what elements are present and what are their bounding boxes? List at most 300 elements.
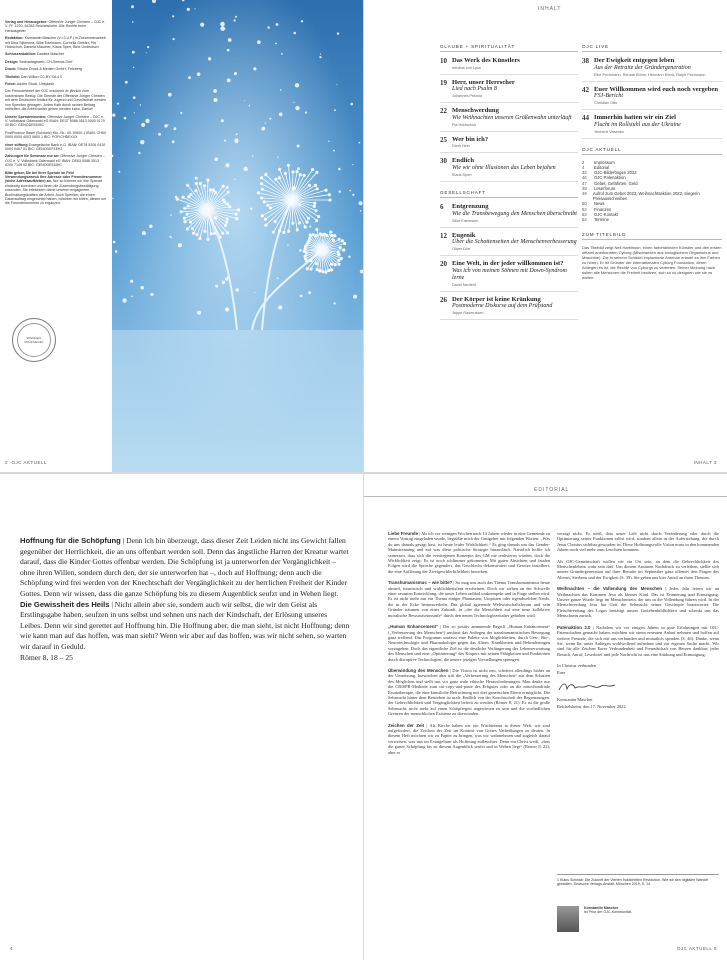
toc-entry[interactable]: [440, 296, 578, 321]
spore-dot: [333, 150, 335, 152]
toc-page-number: 19: [440, 78, 447, 87]
toc-subtitle: Wie Weihnachten unseren Größenwahn unterläuft: [452, 114, 572, 121]
toc-entry[interactable]: [440, 79, 578, 104]
spore-dot: [352, 194, 354, 196]
spore-dot: [169, 236, 171, 238]
toc-entry-body: [452, 57, 578, 70]
spore-dot: [178, 243, 182, 247]
spore-dot: [244, 100, 245, 101]
spore-dot: [234, 179, 235, 180]
toc-entry-body: [452, 157, 578, 177]
section-head-live: OJC LIVE: [582, 44, 722, 52]
spore-dot: [168, 93, 172, 97]
editorial-text: verzagt nicht. Er weiß, dass unser Leib nicht durch Veränderung oder durch die Optimierung seiner Funktionen erlöst wird, sondern allein in der Auferstehung, die durch Jesus Christus sichtbar geworden ist. Diese Hoffnungsvolle Vision muss in den kommenden Jahren noch viel mehr zum Leuchten kommen.: [557, 531, 719, 553]
editorial-text: | So mag uns auch das Thema Transhumanismus heute absurd, futuristisch und wirklichkeitsfern erscheinen. Doch wir stehen an der Schwelle einer rasanten Entwicklung, die unser Leben radikal umkrempeln und in Frage stellen wird. Es ist nicht mehr nur ein Thema einiger Phantasten, Utopisten oder irgendwelcher Nerds, die in der Ecke herumwerkeln. Das global agierende Weltwirtschaftsforum und sein Gründer träumen von einer Zukunft, in „der die Menschheit auf eine neue kollektive moralische Bewusstseinsstufe“ durch den neuen Technologiezeitalter gehoben wird.: [388, 580, 550, 618]
imprint-entry: [5, 20, 107, 33]
editorial-text: | Der so positiv anmutende Begriff „Human Enhancement“ („Verbesserung des Menschen“) umfasst das Anliegen der transhumanistischen Bewegung ganz treffend. Das Programm umfasst eine Palette von Möglichkeiten, durch Gen-, Bio-, Neurotechnologie und Pharmakologie gegen das Altern, Krankheiten und Behinderungen vorzugehen. Doch das eigentliche Ziel ist die deutliche Verlängerung der Lebenserwartung des Menschen und eine „Optimierung“ des Körpers mit seinen Fähigkeiten und Funktionen durch disruptive Technologien, die unsere jetzigen Vorstellungen sprengen.: [388, 624, 551, 662]
toc-title: Eugenik: [452, 231, 476, 239]
toc-entry[interactable]: [440, 203, 578, 228]
toc-entry-body: [452, 232, 578, 252]
spore-dot: [300, 295, 303, 298]
scripture-text: [20, 536, 350, 663]
spore-dot: [328, 141, 329, 142]
toc-subtitle: FSJ-Bericht: [594, 93, 623, 100]
running-head-editorial: EDITORIAL: [534, 487, 570, 493]
spore-dot: [250, 208, 252, 210]
spore-dot: [235, 140, 238, 143]
page-number-4: 4: [10, 946, 14, 951]
spore-dot: [249, 105, 251, 107]
toc-title: Entgrenzung: [452, 202, 489, 210]
toc-author: Jeppe Rasmussen: [452, 311, 484, 316]
spore-dot: [130, 280, 133, 283]
toc-title: Das Werk des Künstlers: [452, 57, 520, 64]
spore-dot: [276, 23, 279, 26]
spore-dot: [132, 51, 135, 54]
spore-dot: [187, 8, 190, 11]
toc-author: David Neufeld: [452, 282, 476, 287]
spore-dot: [197, 311, 201, 315]
spore-dot: [122, 298, 126, 302]
spore-dot: [278, 305, 282, 309]
toc-entry-body: [452, 136, 578, 149]
toc-entry-body: [594, 57, 722, 77]
imprint-label: Druck:: [5, 67, 17, 72]
spore-dot: [224, 140, 226, 142]
spore-dot: [236, 288, 239, 291]
editorial-text: | Jedes Jahr feiern wir an Weihnachten das Kommen Jesu als kleines Kind. Das ist Erinnerung und Ermutigung: Unsere ganze Würde liegt im Menschensein, der uns in die Vollendung führen wird. In der Menschwerdung Jesu hat Gott die Sehnsucht seiner Geschöpfe beantwortet: Die Fleischwerdung des Logos bestätigt unsere Gottebenbildlichkeit und schenkt uns das Menschsein zurück.: [557, 586, 719, 619]
author-role: ist Prior der OJC-Kommunität.: [584, 910, 632, 915]
signature-block: [557, 663, 719, 709]
editorial-paragraph: [388, 723, 550, 755]
spore-dot: [147, 46, 149, 48]
spore-dot: [113, 241, 116, 244]
imprint-text: Sechsstageweb, CH-Seewis Dorf: [19, 59, 73, 64]
imprint-entry: [5, 143, 107, 152]
spore-dot: [236, 133, 238, 135]
spore-dot: [261, 127, 265, 131]
spore-dot: [133, 67, 134, 68]
spore-dot: [167, 124, 168, 125]
spore-dot: [215, 285, 218, 288]
toc-author: Silke Edelmann: [452, 218, 479, 223]
imprint-text: Offensive Junger Christen – OJC e. V. Pf. 1220, 64382 Reichelsheim. Alle Rechte beim Herausgeber: [5, 20, 106, 33]
aktuell-entry[interactable]: [582, 191, 722, 201]
spore-dot: [131, 5, 134, 8]
spore-dot: [359, 142, 361, 144]
editorial-heading: Liebe Freunde: [388, 531, 419, 536]
spore-dot: [234, 19, 236, 21]
spore-dot: [180, 112, 182, 114]
spore-dot: [308, 291, 311, 294]
scripture-body-1: | Denn ich bin überzeugt, dass dieser Zeit Leiden nicht ins Gewicht fallen gegenüber der Herrlichkeit, die an uns offenbart werden soll. Denn das ängstliche Harren der Kreatur wartet darauf, dass die Kinder Gottes offenbar werden. Die Schöpfung ist ja unterworfen der Vergänglichkeit – ohne ihren Willen, sondern durch den, der sie unterworfen hat –, doch auf Hoffnung; denn auch die Schöpfung wird frei werden von der Knechtschaft der Vergänglichkeit zu der herrlichen Freiheit der Kinder Gottes. Denn wir wissen, dass die ganze Schöpfung bis zu diesem Augenblick seufzt und in Wehen liegt.: [20, 536, 349, 598]
spore-dot: [215, 157, 219, 161]
editorial-paragraph: [388, 624, 550, 662]
aktuell-page-number: 32: [582, 170, 587, 176]
spore-dot: [134, 112, 135, 113]
toc-subtitle: Über die Schattenseiten der Menschenverbesserung: [452, 239, 577, 246]
aktuell-title: OJC-Bilderbogen 2022: [594, 170, 637, 176]
toc-title: Endlich: [452, 157, 474, 165]
toc-column-left: [440, 44, 578, 324]
toc-gesellschaft-list: [440, 203, 578, 320]
toc-page-number: 10: [440, 57, 447, 65]
spore-dot: [125, 81, 128, 84]
aktuell-title: Impressum: [594, 159, 615, 165]
toc-title: Der Körper ist keine Kränkung: [452, 295, 541, 303]
donation-seal-text: SPENDEN-PRÜFSIEGEL: [17, 323, 51, 357]
toc-entry-body: [452, 107, 578, 127]
spore-dot: [297, 167, 300, 170]
aktuell-page-number: 52: [582, 206, 587, 212]
imprint-entry: [5, 67, 107, 71]
toc-aktuell-list: [582, 160, 722, 222]
editorial-paragraph: [557, 586, 719, 618]
aktuell-page-number: 4: [582, 164, 585, 170]
spore-dot: [194, 8, 195, 9]
spore-dot: [252, 155, 254, 157]
imprint-entry: [5, 131, 107, 140]
toc-subtitle: Was ich von meinen Söhnen mit Down-Syndrom lerne: [452, 267, 567, 281]
section-head-aktuell: OJC AKTUELL: [582, 147, 722, 155]
imprint-entry: [5, 60, 107, 64]
spore-dot: [133, 96, 136, 99]
editorial-heading: Transhumanismus – wie bitte?: [388, 580, 453, 586]
spore-dot: [150, 293, 153, 296]
spore-dot: [253, 67, 256, 70]
spore-dot: [214, 98, 218, 102]
spore-dot: [287, 244, 288, 245]
page-number-3: INHALT 3: [693, 460, 717, 465]
toc-entry[interactable]: [440, 260, 578, 292]
toc-title: Eine Welt, in der jeder willkommen ist?: [452, 260, 564, 268]
toc-entry[interactable]: [440, 232, 578, 257]
spore-dot: [142, 231, 146, 235]
editorial-heading: Weihnachten – die Vollendung des Menschen: [557, 586, 663, 592]
toc-author: Elke Pechmann, Renate Böhm, Hermann Klenk, Ralph Pechmann: [594, 72, 706, 77]
cover-image-cyborg-flowers: [112, 0, 363, 472]
imprint-text: Konstantin Mascher (V.i.S.d.P.) in Zusammenarbeit mit Dina Sijbesma, Silke Edelmann, Cornelia Geister, Pia Holzschuh, Daniela Mascher, Klaus Sperr, Birte Undeutsch: [5, 36, 106, 50]
spore-dot: [221, 119, 224, 122]
section-head-glaube: GLAUBE + SPIRITUALITÄT: [440, 44, 578, 52]
spore-dot: [295, 106, 299, 110]
aktuell-title: News: [594, 201, 605, 207]
toc-author: Yevhenii Vasenko: [594, 129, 624, 134]
spore-dot: [255, 292, 256, 293]
imprint-text: Dan Wilton CC-BY-SA 4.0: [20, 74, 63, 79]
toc-entry[interactable]: [440, 136, 578, 154]
spore-dot: [350, 103, 353, 106]
spore-dot: [112, 114, 115, 117]
spore-dot: [293, 102, 294, 103]
spore-dot: [349, 190, 351, 192]
imprint-entry: [5, 52, 107, 56]
imprint-entry: [5, 115, 107, 128]
editorial-text: | Nachdem wir vor einigen Jahren so gute Erfahrungen mit OJC-Patenschaften gemacht haben, möchten wir einen erneuten Anlauf nehmen und hoffen auf weitere Freunde, die sich mit uns verbunden und monatlich spenden (S. 46). Danke, wenn Sie, wenn Ihr unser Anliegen wohlwollend aufnehmt und zur eigenen Sache macht. Wir sind für alle Zeichen Eurer Verbundenheit und Freundschaft von Herzen dankbar; jeder Besuch, Anruf, Leserbrief und jede Nachricht ist uns eine Stärkung und Ermutigung.: [557, 624, 719, 657]
author-box: [557, 906, 719, 932]
aktuell-title: OJC Patenaktion: [594, 175, 626, 181]
aktuell-title: Finanzen: [594, 206, 612, 212]
spore-dot: [164, 124, 167, 127]
header-rule: [364, 496, 727, 497]
toc-author: Dierk Hein: [452, 144, 470, 149]
toc-page-number: 30: [440, 157, 447, 166]
toc-author: Oliver Dürr: [452, 247, 471, 252]
toc-entry-body: [452, 79, 578, 99]
toc-page-number: 20: [440, 260, 447, 269]
spore-dot: [138, 152, 140, 154]
aktuell-title: Gebet, Gefährten, Geld: [594, 180, 638, 186]
toc-entry[interactable]: [582, 114, 722, 139]
spore-dot: [117, 103, 119, 105]
page-number-2: 2 OJC AKTUELL: [5, 460, 48, 465]
toc-entry-body: [594, 86, 722, 106]
scripture-reference: Römer 8, 18 – 25: [20, 652, 73, 662]
toc-subtitle: Flucht im Rollstuhl aus der Ukraine: [594, 121, 681, 128]
section-head-titelbild: ZUM TITELBILD: [582, 232, 722, 240]
imprint-label: Bitte geben Sie bei Ihrer Spende im Feld Verwendungszweck Ihre Adresse oder Freundesnummer (siehe Adressaufkleber) an.: [5, 170, 102, 184]
aktuell-page-number: 47: [582, 180, 587, 186]
imprint-text: Adobe Stock, Unsplash: [16, 82, 55, 87]
editorial-paragraph: [388, 580, 550, 618]
editorial-heading: Überwindung des Menschen: [388, 667, 449, 673]
imprint-text: Offensive Junger Christen – OJC e. V. Volksbank Odenwald eG IBAN: DE37 5086 3513 0000 0170 00 BIC: GENODE51MIC: [5, 114, 105, 128]
section-head-gesellschaft: GESELLSCHAFT: [440, 190, 578, 198]
toc-entry[interactable]: [440, 157, 578, 182]
aktuell-page-number: 49: [582, 191, 587, 196]
toc-title: Wer bin ich?: [452, 135, 489, 143]
toc-title: Der Ewigkeit entgegen leben: [594, 57, 675, 64]
toc-title: Herr, unser Herrscher: [452, 78, 515, 86]
imprint-text: Nur so können wir Ihre Spende eindeutig zuordnen und Ihnen die Zuwendungsbestätigung zusenden. Sie erleichtern damit unseren engagierten Buchhaltungskräften die Arbeit. Auch Spender, die einen Dauerauftrag eingerichtet haben, möchten wir bitten, diesen um die Freundesnummer zu ergänzen.: [5, 179, 107, 206]
aktuell-page-number: 53: [582, 211, 587, 217]
spore-dot: [320, 53, 321, 54]
editorial-paragraph: [388, 668, 550, 717]
scripture-lead-2: Die Gewissheit des Heils: [20, 599, 110, 609]
toc-entry-body: [594, 114, 722, 134]
imprint-text: Strube Druck & Medien GmbH, Felsberg: [17, 67, 82, 72]
toc-entry[interactable]: [582, 86, 722, 111]
spore-dot: [124, 117, 127, 120]
spore-dot: [360, 210, 362, 212]
page-5-editorial: [364, 474, 727, 960]
editorial-heading: Zeichen der Zeit: [388, 722, 425, 728]
spore-dot: [301, 20, 303, 22]
aktuell-title: OJC-Kontakt: [594, 211, 618, 217]
spore-dot: [220, 26, 225, 31]
aktuell-title: Editorial: [594, 164, 610, 170]
spore-dot: [227, 79, 231, 83]
toc-page-number: 22: [440, 107, 447, 116]
aktuell-page-number: 46: [582, 175, 587, 181]
spore-dot: [338, 168, 341, 171]
imprint-entry: [5, 89, 107, 111]
spore-dot: [228, 38, 232, 42]
editorial-paragraph: [557, 559, 719, 581]
aktuell-entry[interactable]: [582, 217, 722, 222]
imprint-label: Unsere Spendenkonten:: [5, 114, 47, 119]
donation-seal: [12, 318, 56, 362]
titelbild-box: [582, 232, 722, 280]
toc-author: Klaus Sperr: [452, 172, 472, 177]
spore-dot: [337, 32, 339, 34]
spore-dot: [267, 26, 269, 28]
author-name: Konstantin Mascher: [584, 906, 619, 910]
toc-page-number: 12: [440, 231, 447, 240]
spore-dot: [283, 226, 284, 227]
toc-subtitle: Aus der Retraite der Gründergeneration: [594, 64, 691, 71]
spore-dot: [145, 119, 149, 123]
closing-line: In Christus verbunden: [557, 663, 597, 669]
toc-title: Immerhin hatten wir ein Ziel: [594, 114, 676, 122]
aktuell-page-number: 48: [582, 185, 587, 191]
toc-page-number: 44: [582, 114, 589, 123]
imprint-text: Der Freundesbrief der OJC erscheint 4x jährlich zum kostenlosen Bezug. Die Dienste der Offensive Junger Christen mit dem Deutschen Institut für Jugend und Gesellschaft werden von Spenden getragen. Jedes Kalb durch seinen Beitrag mithelfen, die Arbeit weiter gehen werden kann. Danke!: [5, 89, 107, 112]
spore-dot: [197, 72, 201, 76]
spore-dot: [352, 164, 353, 165]
spore-dot: [208, 57, 211, 60]
aktuell-title: Termine: [594, 217, 609, 223]
spore-dot: [132, 21, 134, 23]
footnote: 1 Klaus Schwab: Die Zukunft der Vierten Industriellen Revolution. Wie wir den digitalen Wandel gestalten, Deutsche Verlags-Anstalt, München 2019, S. 14.: [557, 874, 719, 887]
spore-dot: [170, 214, 172, 216]
imprint-text: Offensive Junger Christen – OJC e. V. Volksbank Odenwald eG IBAN: DE63 5086 3513 0200 7149 92 BIC: GENODE51MIC: [5, 154, 105, 168]
spore-dot: [269, 118, 271, 120]
page-2-imprint: [0, 0, 363, 472]
spore-dot: [319, 56, 321, 58]
toc-subtitle: Wie wir ohne Illusionen das Leben bejahen: [452, 164, 556, 171]
spore-dot: [222, 281, 226, 285]
spore-dot: [225, 163, 229, 167]
spore-dot: [149, 225, 153, 229]
toc-author: Pia Holzschuh: [452, 122, 477, 127]
toc-page-number: 25: [440, 135, 447, 144]
editorial-text: | Als ich vor wenigen Wochen nach 14 Jahren wieder in eine Gemeinde zu einem Vortrag eingeladen wurde, begrüßte mich der Gastgeber mit folgenden Worten: „Was du uns damals gesagt hast, ist heute leider Wirklichkeit.“ Es ging damals um das Gender-Mainstreaming und auf was diese politische Strategie hinausläuft. Natürlich hoffte ich seinerzeit, dass sich die verstiegenen Konzepte des GM nie realisieren würden, doch die Wirklichkeit zeigt: Es ist noch schlimmer gekommen. Mit guten Absichten und fatalen Folgen wird die Sprache gegendert, das Geschlecht dekonstruiert und Gesetze installiert, die eine Auflösung der Zweigeschlechtlichkeit bewirken.: [388, 531, 551, 574]
imprint-label: Schlussredaktion:: [5, 52, 37, 57]
toc-page-number: 42: [582, 85, 589, 94]
spore-dot: [265, 122, 266, 123]
editorial-text: | Die Vision ist nicht neu, scheitert allerdings bisher an der Umsetzung. Inzwischen aber tritt die „Verbesserung des Menschen“ aus dem Schatten des Möglichen und stellt uns vor ganz reale ethische Herausforderungen. Man denke nur die CRISPR-Methode zum cut-copy-and-paste des Erbgutes oder an die mitochondriale Ersatztherapie, die eine künstliche Befruchtung mit drei genetischen Eltern ermöglicht. Die Sehnsucht hinter dem Bestreben ist uralt: Endlich von der Knechtschaft der Begrenzungen, der Gebrechlichkeit und Vergänglichkeit befreit zu werden (Römer 8, 21). Es ist die große Sehnsucht, nicht mehr auf einen Schöpfergott angewiesen zu sein und die vorfindlichen Grenzen der menschlichen Existenz zu überwinden.: [388, 667, 550, 717]
spore-dot: [293, 32, 296, 35]
running-head: INHALT: [538, 6, 562, 12]
toc-page-number: 26: [440, 295, 447, 304]
handwritten-signature: [557, 680, 617, 694]
imprint-entry: [5, 75, 107, 79]
spore-dot: [115, 250, 118, 253]
editorial-right-paragraphs: [557, 531, 719, 657]
toc-live-list: [582, 57, 722, 139]
spore-dot: [305, 111, 307, 113]
editorial-column-right: [557, 531, 719, 710]
spore-dot: [277, 277, 279, 279]
spore-dot: [244, 167, 248, 171]
toc-subtitle: Postmoderne Diskurse auf dem Prüfstand: [452, 303, 553, 310]
spore-dot: [213, 89, 217, 93]
spore-dot: [141, 123, 145, 127]
editorial-paragraph: [557, 531, 719, 553]
imprint: [5, 20, 107, 209]
spore-dot: [234, 72, 237, 75]
spore-dot: [295, 83, 299, 87]
spore-dot: [172, 140, 175, 143]
editorial-text: | Als Kirche haben wir ein Wächteramt in dieser Welt, wir sind aufgefordert, die Zeichen der Zeit im Kontext von Gottes Verheißungen zu deuten. In diesem Heft möchten wir zu Papier zu bringen, was wir wahrnehmen und zugleich darauf verweisen, was uns im Evangelium als Hoffnung aufleuchtet. Denn ein Christ weiß, „dass die ganze Schöpfung bis zu diesem Augenblick seufzt und in Wehen liegt“ (Römer 8, 22), aber er: [388, 722, 550, 755]
aktuell-page-number: 2: [582, 159, 585, 165]
spore-dot: [174, 127, 177, 130]
toc-column-right: [582, 44, 722, 280]
editorial-column-left: [388, 531, 550, 761]
spore-dot: [281, 53, 283, 55]
editorial-heading: Patenaktion 2.0: [557, 624, 591, 630]
toc-entry[interactable]: [440, 57, 578, 75]
page-3-contents: [364, 0, 727, 472]
spore-dot: [257, 40, 261, 44]
toc-author: Johannes Petzold: [452, 94, 483, 99]
editorial-text: Als OJC-Gemeinschaft wollen wir ein Ort sein, an dem die Gebrechlichkeit des Menschenlebens wahr sein darf. Um diesem Anstinen Nachdruck zu verleihen, stellte sich unsere Gründergeneration auf ihrer Retraite im September ganz offensiv den Fragen des Alterns, Sterbens und der Ewigkeit (S. 39). Sie geben uns hier Anteil an ihren Themen.: [557, 558, 719, 580]
page-number-5: OJC AKTUELL 5: [676, 946, 717, 951]
author-photo: [557, 906, 579, 932]
aktuell-title: Leserforum: [594, 185, 616, 191]
imprint-label: eiser stiftung: [5, 142, 28, 147]
imprint-label: Verlag und Herausgeber:: [5, 20, 48, 24]
spore-dot: [309, 226, 311, 228]
closing-line-2: Euer: [557, 669, 566, 675]
spore-dot: [359, 201, 363, 205]
imprint-label: Zahlungen für Seminare nur an:: [5, 154, 60, 159]
imprint-label: Titelbild:: [5, 74, 20, 79]
imprint-entry: [5, 36, 107, 49]
toc-author: Christian Otto: [594, 101, 618, 106]
spore-dot: [299, 249, 302, 252]
toc-entry-body: [452, 260, 578, 287]
spore-dot: [158, 133, 161, 136]
toc-entry[interactable]: [440, 107, 578, 132]
spore-dot: [227, 49, 230, 52]
imprint-label: Design:: [5, 59, 19, 64]
spore-dot: [220, 22, 225, 27]
imprint-entry: [5, 82, 107, 86]
aktuell-title: Aufruf zum Gebet 2023, Weihnachtsaktion 2022, Siegerin Preisausschreiben: [592, 191, 700, 202]
toc-entry-body: [452, 203, 578, 223]
spore-dot: [280, 89, 282, 91]
spore-dot: [140, 104, 141, 105]
spore-dot: [172, 15, 174, 17]
titelbild-text: Das Titelbild zeigt Neil Harbisson, einen farbenblinden Künstler und den ersten offiziell anerkannten Cyborg (Mischwesen aus biologischem Organismus und Maschine). Die in seinem Schädel implantierte Antenne erlaubt es ihm Farben zu hören. Er ist Gründer der internationalen Cyborg Foundation, deren Anliegen es ist, die Rechte von Cyborgs zu vertreten. Seiner Meinung nach sollen alle Menschen die Freiheit besitzen, sich so zu designen wie sie es wollen.: [582, 245, 722, 281]
editorial-paragraph: [388, 531, 550, 574]
imprint-text: Evangelische Bank e.G. IBAN: DE78 5206 0410 0004 0467 01 BIC: GENODEF1EK1: [5, 142, 106, 151]
spore-dot: [277, 157, 278, 158]
toc-entry-body: [452, 296, 578, 316]
spore-dot: [334, 109, 336, 111]
spore-dot: [337, 84, 338, 85]
spore-dot: [279, 113, 283, 117]
imprint-entry: [5, 171, 107, 206]
toc-title: Menschwerdung: [452, 107, 499, 115]
toc-glaube-list: [440, 57, 578, 182]
toc-entry[interactable]: [582, 57, 722, 82]
editorial-heading: „Human Enhancement“: [388, 624, 439, 630]
toc-title: Euer Willkommen wird euch noch vergeben: [594, 85, 719, 93]
toc-page-number: 38: [582, 57, 589, 65]
spore-dot: [339, 191, 341, 193]
toc-subtitle: Lied nach Psalm 8: [452, 86, 497, 93]
aktuell-page-number: 50: [582, 201, 587, 207]
spore-dot: [297, 145, 300, 148]
imprint-text: Daniela Mascher: [37, 52, 65, 57]
spore-dot: [188, 76, 191, 79]
signer-name: Konstantin Mascher: [557, 697, 593, 703]
scripture-lead-1: Hoffnung für die Schöpfung: [20, 536, 121, 545]
place-date: Reichelsheim, den 17. November 2022: [557, 703, 626, 709]
